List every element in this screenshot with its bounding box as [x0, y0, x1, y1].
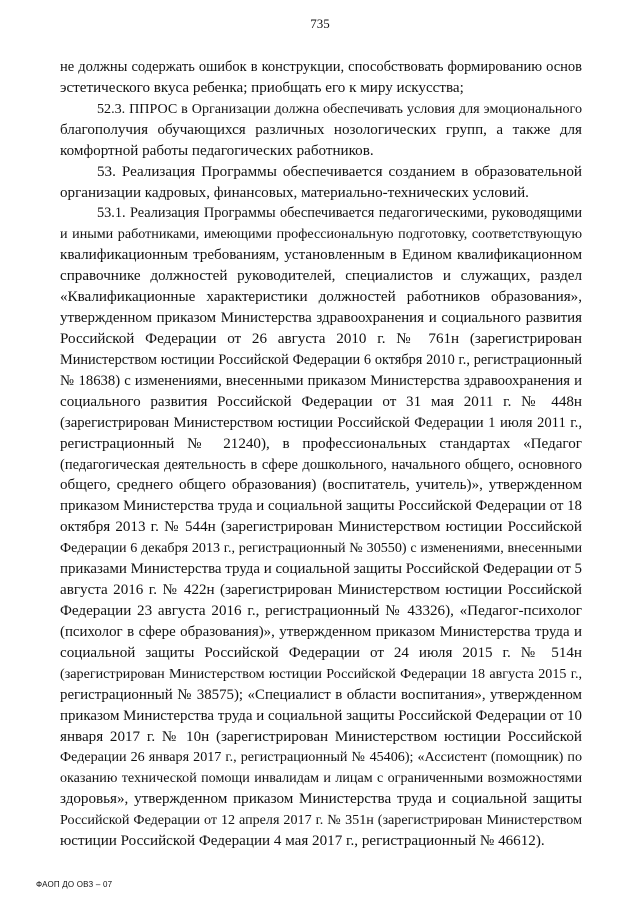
text-line: января 2017 г. № 10н (зарегистрирован Министерством юстиции Российской — [60, 728, 582, 745]
text-line: юстиции Российской Федерации 4 мая 2017 г., регистрационный № 46612). — [60, 833, 545, 850]
text-line: благополучия обучающихся различных нозологических групп, а также для — [60, 121, 582, 138]
body-text — [60, 57, 582, 852]
text-line: организации кадровых, финансовых, материально-технических условий. — [60, 184, 529, 201]
text-line: «Квалификационные характеристики должностей работников образования», — [60, 289, 582, 306]
text-line: (зарегистрирован Министерством юстиции Российской Федерации 18 августа 2015 г., — [60, 665, 582, 682]
paragraph-first-line: 53. Реализация Программы обеспечивается созданием в образовательной — [97, 163, 582, 180]
text-line: регистрационный № 21240), в профессиональных стандартах «Педагог — [60, 435, 582, 452]
text-line: общего, среднего общего образования) (воспитатель, учитель)», утвержденном — [60, 477, 582, 494]
paragraph-first-line: 53.1. Реализация Программы обеспечивается педагогическими, руководящими — [97, 205, 582, 222]
text-line: квалификационным требованиям, установленным в Едином квалификационном — [60, 247, 582, 264]
text-line: Федерации 6 декабря 2013 г., регистрационный № 30550) с изменениями, внесенными — [60, 540, 582, 557]
text-line: эстетического вкуса ребенка; приобщать его к миру искусства; — [60, 79, 464, 96]
text-line: справочнике должностей руководителей, специалистов и служащих, раздел — [60, 268, 582, 285]
text-line: комфортной работы педагогических работников. — [60, 142, 374, 159]
text-line: регистрационный № 38575); «Специалист в области воспитания», утвержденном — [60, 686, 582, 703]
text-line: Министерством юстиции Российской Федерации 6 октября 2010 г., регистрационный — [60, 351, 582, 368]
text-line: № 18638) с изменениями, внесенными приказом Министерства здравоохранения и — [60, 372, 582, 389]
text-line: приказами Министерства труда и социальной защиты Российской Федерации от 5 — [60, 561, 582, 578]
page-number: 735 — [310, 16, 330, 31]
text-line: оказанию технической помощи инвалидам и лицам с ограниченными возможностями — [60, 770, 582, 787]
text-line: (зарегистрирован Министерством юстиции Российской Федерации 1 июля 2011 г., — [60, 414, 582, 431]
text-line: социальной защиты Российской Федерации от 24 июля 2015 г. № 514н — [60, 644, 582, 661]
text-line: октября 2013 г. № 544н (зарегистрирован Министерством юстиции Российской — [60, 519, 582, 536]
text-line: августа 2016 г. № 422н (зарегистрирован Министерством юстиции Российской — [60, 582, 582, 599]
text-line: Федерации 26 января 2017 г., регистрационный № 45406); «Ассистент (помощник) по — [60, 749, 582, 766]
text-line: и иными работниками, имеющими профессиональную подготовку, соответствующую — [60, 226, 582, 243]
text-line: (психолог в сфере образования)», утвержденном приказом Министерства труда и — [60, 623, 582, 640]
text-line: утвержденном приказом Министерства здравоохранения и социального развития — [60, 310, 582, 327]
paragraph-first-line: 52.3. ППРОС в Организации должна обеспечивать условия для эмоционального — [97, 100, 582, 117]
text-line: Российской Федерации от 26 августа 2010 г. № 761н (зарегистрирован — [60, 330, 582, 347]
text-line: Федерации 23 августа 2016 г., регистрационный № 43326), «Педагог-психолог — [60, 602, 582, 619]
text-line: приказом Министерства труда и социальной защиты Российской Федерации от 18 — [60, 498, 582, 515]
text-line: приказом Министерства труда и социальной защиты Российской Федерации от 10 — [60, 707, 582, 724]
text-line: не должны содержать ошибок в конструкции, способствовать формированию основ — [60, 59, 582, 75]
document-footer-code: ФАОП ДО ОВЗ – 07 — [36, 880, 113, 889]
text-line: Российской Федерации от 12 апреля 2017 г. № 351н (зарегистрирован Министерством — [60, 812, 582, 829]
text-line: здоровья», утвержденном приказом Министерства труда и социальной защиты — [60, 791, 582, 808]
text-line: (педагогическая деятельность в сфере дошкольного, начального общего, основного — [60, 456, 582, 473]
text-line: социального развития Российской Федерации от 31 мая 2011 г. № 448н — [60, 393, 582, 410]
